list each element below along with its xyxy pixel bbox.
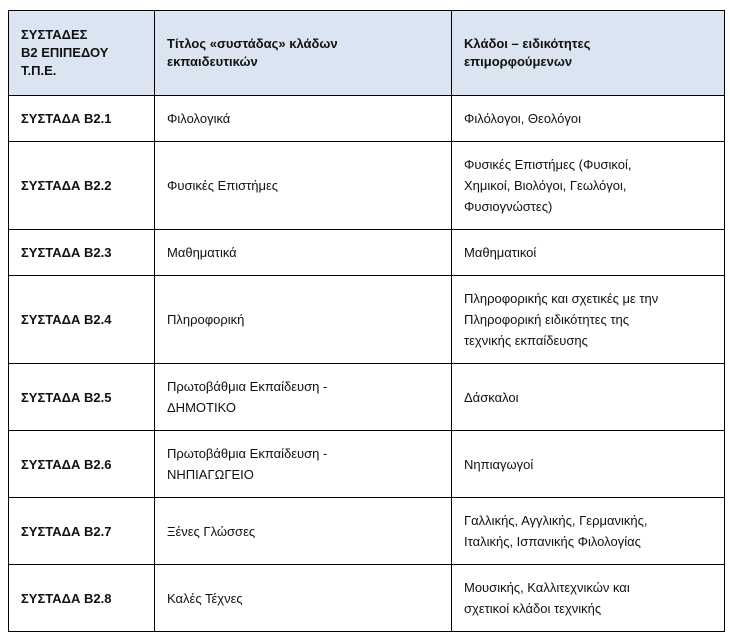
row-title: Φυσικές Επιστήμες [155, 142, 452, 230]
row-specialties: Νηπιαγωγοί [452, 431, 725, 498]
row-code: ΣΥΣΤΑΔΑ Β2.8 [9, 565, 155, 632]
header-title: Τίτλος «συστάδας» κλάδων εκπαιδευτικών [155, 11, 452, 96]
row-code: ΣΥΣΤΑΔΑ Β2.4 [9, 276, 155, 364]
row-code: ΣΥΣΤΑΔΑ Β2.3 [9, 230, 155, 276]
document-page [8, 10, 724, 632]
row-title: Μαθηματικά [155, 230, 452, 276]
row-specialties: Γαλλικής, Αγγλικής, Γερμανικής, Ιταλικής, Ισπανικής Φιλολογίας [452, 498, 725, 565]
row-specialties: Φυσικές Επιστήμες (Φυσικοί, Χημικοί, Βιολόγοι, Γεωλόγοι, Φυσιογνώστες) [452, 142, 725, 230]
clusters-table [8, 10, 725, 632]
row-title: Ξένες Γλώσσες [155, 498, 452, 565]
header-specialties: Κλάδοι – ειδικότητες επιμορφούμενων [452, 11, 725, 96]
table-row [9, 431, 725, 498]
row-title: Φιλολογικά [155, 96, 452, 142]
table-header-row [9, 11, 725, 96]
row-code: ΣΥΣΤΑΔΑ Β2.1 [9, 96, 155, 142]
table-row [9, 230, 725, 276]
row-code: ΣΥΣΤΑΔΑ Β2.7 [9, 498, 155, 565]
row-specialties: Πληροφορικής και σχετικές με την Πληροφορική ειδικότητες της τεχνικής εκπαίδευσης [452, 276, 725, 364]
row-specialties: Δάσκαλοι [452, 364, 725, 431]
table-row [9, 142, 725, 230]
row-title: Καλές Τέχνες [155, 565, 452, 632]
table-row [9, 364, 725, 431]
table-row [9, 565, 725, 632]
row-title: Πρωτοβάθμια Εκπαίδευση - ΝΗΠΙΑΓΩΓΕΙΟ [155, 431, 452, 498]
row-title: Πληροφορική [155, 276, 452, 364]
row-specialties: Μουσικής, Καλλιτεχνικών και σχετικοί κλάδοι τεχνικής [452, 565, 725, 632]
row-specialties: Φιλόλογοι, Θεολόγοι [452, 96, 725, 142]
row-title: Πρωτοβάθμια Εκπαίδευση - ΔΗΜΟΤΙΚΟ [155, 364, 452, 431]
table-row [9, 276, 725, 364]
row-specialties: Μαθηματικοί [452, 230, 725, 276]
row-code: ΣΥΣΤΑΔΑ Β2.2 [9, 142, 155, 230]
header-clusters: ΣΥΣΤΑΔΕΣ Β2 ΕΠΙΠΕΔΟΥ Τ.Π.Ε. [9, 11, 155, 96]
table-row [9, 96, 725, 142]
table-row [9, 498, 725, 565]
row-code: ΣΥΣΤΑΔΑ Β2.5 [9, 364, 155, 431]
row-code: ΣΥΣΤΑΔΑ Β2.6 [9, 431, 155, 498]
